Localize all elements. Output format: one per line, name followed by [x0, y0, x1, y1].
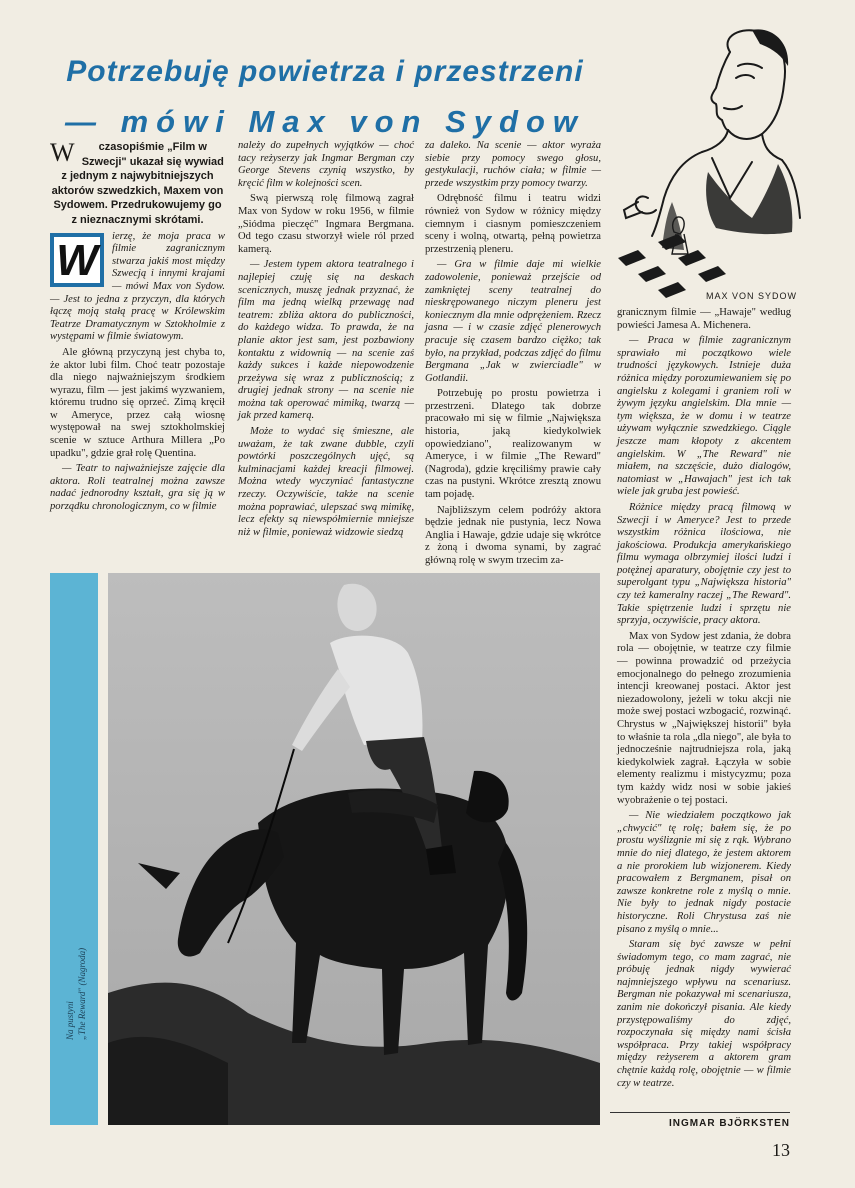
photo-caption [64, 948, 88, 1040]
column3-paragraph-4: Potrzebuję po prostu powietrza i przestrzeni. Dlatego tak dobrze pracowało mi się w filmie „Największa historia, jaką kiedykolwiek opowiedziano", realizowanym w Ameryce, i w filmie „The Reward" (Nagroda), gdzie kręciliśmy prawie cały czas na pustyni. Wkrótce zresztą znowu tam pojadę. [425, 388, 601, 501]
column3-paragraph-1: za daleko. Na scenie — aktor wyraża siebie przy pomocy swego głosu, gestykulacji, ruchów ciała; w filmie — przede wszystkim przy pomocy twarzy. [425, 140, 601, 189]
column1-paragraph-3: — Teatr to najważniejsze zajęcie dla aktora. Roli teatralnej można zawsze nadać jednorodny kształt, gra się ją w porządku chronologicznym, co w filmie [50, 463, 225, 513]
photo-caption-line-1: Na pustyni [65, 1001, 75, 1040]
caption-bar [50, 573, 98, 1125]
article-lead [50, 140, 225, 228]
column4-paragraph-4: Max von Sydow jest zdania, że dobra rola — obojętnie, w teatrze czy filmie — powinna prowadzić od przeżycia emocjonalnego do pełnego zrozumienia intencji kreowanej postaci. Aktor jest niezadowolony, jeżeli w toku akcji nie może swej postaci wzbogacić, rozwinąć. Chrystus w „Największej historii" była to właśnie ta rola „dla niego", ale była to jednocześnie najtrudniejsza rola, jaką kiedykolwiek zagrał. Łączyła w sobie elementy realizmu i mistycyzmu; poza tym każdy widz nosi w sobie jakieś wyobrażenie o tej postaci. [617, 630, 791, 806]
column4-paragraph-3: Różnice między pracą filmową w Szwecji i w Ameryce? Jest to przede wszystkim różnica ilościowa, nie jakościowa. Produkcja amerykańskiego filmu wymaga olbrzymiej ilości ludzi i potężnej aparatury, obojętnie czy jest to superolgant typu „Największa historia" czy też kameralny raczej „The Reward". Takie spiętrzenie ludzi i sprzętu nie sprzyja, oczywiście, pracy aktora. [617, 501, 791, 627]
column2-paragraph-1: należy do zupełnych wyjątków — choć tacy reżyserzy jak Ingmar Bergman czy George Stevens czynią wszystko, by kręcić film w kolejności scen. [238, 140, 414, 189]
column4-paragraph-5: — Nie wiedziałem początkowo jak „chwycić" tę rolę; bałem się, że po prostu wyślizgnie mi się z rąk. Wybrano mnie do niej dlatego, że jestem aktorem a nie prorokiem lub wizjonerem. Kiedy pracowałem z Bergmanem, pisał on zawsze konkretne role z myślą o mnie. Nie były to jednak nigdy postacie historyczne. Roli Chrystusa zaś nie pisano z myślą o mnie... [617, 810, 791, 935]
byline-rule [610, 1112, 790, 1113]
column4-paragraph-1: granicznym filmie — „Hawaje" według powieści Jamesa A. Michenera. [617, 307, 791, 331]
drop-cap-box [50, 233, 104, 287]
column4-paragraph-6: Staram się być zawsze w pełni świadomym tego, co mam zagrać, nie próbuję jednak nigdy wywierać najmniejszego wpływu na scenariusz. Bergman nie pokazywał mi scenariusza, zanim nie dokończył pisania. Ale kiedy przystępowaliśmy do zdjęć, rozpoczynała się między nami ścisła współpraca. Przy takiej współpracy między reżyserem a aktorem gram chętnie każdą rolę, obojętnie — w filmie czy w teatrze. [617, 939, 791, 1089]
title-line-1: Potrzebuję powietrza i przestrzeni [66, 55, 584, 89]
photo-caption-line-2: „The Reward" (Nagroda) [77, 947, 87, 1040]
column4-paragraph-2: — Praca w filmie zagranicznym sprawiało mi początkowo wiele trudności językowych. Istnieje duża różnica między porozumiewaniem się po angielsku z kolegami i graniem roli w żywym języku angielskim. Dla mnie — tym większa, że w domu i w teatrze używam wyłącznie szwedzkiego. Ciągle jeszcze mam kłopoty z akcentem angielskim. W „The Reward" nie miałem, na szczęście, dużo dialogów, natomiast w „Hawajach" jest ich tak wiele jak gruba jest powieść. [617, 335, 791, 498]
column2-paragraph-3: — Jestem typem aktora teatralnego i najlepiej czuję się na deskach scenicznych, muszę jednak przyznać, że film ma jedną wielką przewagę nad teatrem: zbliża aktora do publiczności, do każdego widza. To prawda, że na planie aktor jest sam, jest pozbawiony kontaktu z widownią — na scenie zaś każdy sukces i każde niepowodzenie przeżywa się wraz z publicznością; z drugiej jednak strony — na scenie nie można tak operować mimiką, twarzą — jak przed kamerą. [238, 259, 414, 422]
article-column-1 [50, 140, 225, 556]
column3-paragraph-3: — Gra w filmie daje mi wielkie zadowolenie, ponieważ przejście od zamkniętej sceny teatralnej do nieskrępowanego niczym pleneru jest koniecznym dla mnie odprężeniem. Rzecz jasna — i w czasie zdjęć plenerowych pracuje się czasem bardzo ciężko; tak było, na przykład, podczas zdjęć do filmu Bergmana „Jak w zwierciadle" w Gotlandii. [425, 259, 601, 384]
column3-paragraph-5: Najbliższym celem podróży aktora będzie jednak nie pustynia, lecz Nowa Anglia i Hawaje, gdzie udaje się wkrótce z żoną i dwoma synami, by zagrać główną rolę w swym trzecim za- [425, 504, 601, 566]
page-number: 13 [772, 1140, 790, 1160]
drop-cap-letter: W [54, 237, 100, 283]
column3-paragraph-2: Odrębność filmu i teatru widzi również von Sydow w różnicy między ciemnym i ciasnym pomieszczeniem sceny i wolną, otwartą, pełną powietrza przestrzenią pleneru. [425, 193, 601, 255]
article-column-2 [238, 140, 414, 556]
sketch-caption: MAX VON SYDOW [706, 291, 798, 301]
lead-drop-cap: W [50, 138, 75, 167]
article-title [40, 47, 610, 147]
photo-rider-on-horse [108, 573, 600, 1125]
lead-text: czasopiśmie „Film w Szwecji" ukazał się wywiad z jednym z najwybitniejszych aktorów szwedzkich, Maxem von Sydowem. Przedrukowujemy go z nieznacznymi skrótami. [51, 141, 224, 226]
column1-paragraph-2: Ale główną przyczyną jest chyba to, że aktor lubi film. Choć teatr pozostaje dla niego najważniejszym środkiem wyrazu, film — jest jakimś wyzwaniem, któremu trudno się oprzeć. Zimą kręcił w Ameryce, przez całą wiosnę występował na swej sztokholmskiej scenie w sztuce Arthura Millera „Po upadku", gdzie grał rolę Quentina. [50, 346, 225, 459]
author-byline: INGMAR BJÖRKSTEN [668, 1118, 790, 1129]
article-column-4 [617, 307, 791, 1113]
column1-paragraph-1-text: ierzę, że moja praca w filmie zagranicznym stwarza jakiś most między Szwecją i innymi krajami — mówi Max von Sydow. — Jest to jedna z przyczyn, dla których łączę moją stałą pracę w Królewskim Teatrze Dramatycznym w Sztokholmie z występami w filmie światowym. [50, 230, 225, 343]
title-line-2: — mówi Max von Sydow [65, 104, 585, 140]
column2-paragraph-2: Swą pierwszą rolę filmową zagrał Max von Sydow w roku 1956, w filmie „Siódma pieczęć" Ingmara Bergmana. Od tego czasu stworzył wiele ról przed kamerą. [238, 193, 414, 255]
caricature-sketch [612, 22, 802, 312]
article-column-3 [425, 140, 601, 566]
column1-paragraph-1 [50, 231, 225, 344]
column2-paragraph-4: Może to wydać się śmieszne, ale uważam, że tak zwane dubble, czyli powtórki poszczególnych ujęć, są kulminacjami każdej kreacji filmowej. Można wtedy wyczyniać fantastyczne rzeczy. Oczywiście, także na scenie można poprawiać, ulepszać swą mimikę, lecz efekty są niewspółmiernie mniejsze niż w filmie, ponieważ widzowie siedzą [238, 426, 414, 538]
